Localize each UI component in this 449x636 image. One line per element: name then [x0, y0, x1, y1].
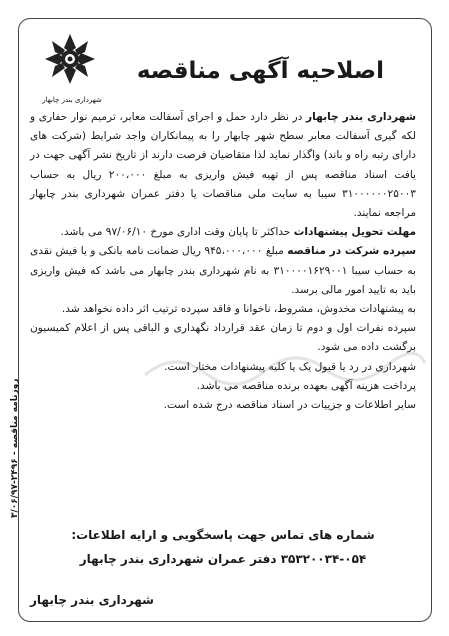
paragraph-deadline-text: حداکثر تا پایان وقت اداری مورخ ۹۷/۰۶/۱۰ می باشد.	[60, 226, 294, 239]
contact-phone-line: ۳۵۳۲۰۰۳۴-۰۵۴ دفتر عمران شهرداری بندر چابهار	[79, 552, 367, 566]
paragraph-info: سایر اطلاعات و جزییات در اسناد مناقصه درج شده است.	[163, 399, 416, 412]
paragraph-deposit-bold: سپرده شرکت در مناقصه	[287, 245, 416, 258]
side-caption-text: روزنامه مناقصه - ۲۴۹۶-۳/۰۶/۹۷	[10, 378, 20, 518]
paragraph-intro	[30, 108, 416, 223]
municipality-logo	[28, 30, 112, 102]
paragraph-intro-text: در نظر دارد حمل و اجرای آسفالت معابر، ترمیم نوار حفاری و لکه گیری آسفالت معابر سطح شهر چابهار را به پیمانکاران واجد شرایط (شرکت های دارای رتبه راه و باند) واگذار نماید لذا متقاضیان فرصت دارند از تاریخ نشر آگهی جهت در یافت اسناد مناقصه پس از تهیه فیش واریزی به مبلغ ۲۰۰،۰۰۰ ریال به حساب ۳۱۰۰۰۰۰۰۲۵۰۰۳ سیبا به سایت ملی مناقصات یا دفتر عمران شهرداری بندر چابهار مراجعه نمایند.	[30, 111, 417, 220]
paragraph-deposit-text: مبلغ ۹۴۵،۰۰۰،۰۰۰ ریال ضمانت نامه بانکی و یا فیش نقدی به حساب سیبا ۳۱۰۰۰۰۱۶۲۹۰۰۱ به نام شهرداری بندر چابهار می باشد که فیش واریزی باید به تایید امور مالی برسد.	[30, 245, 416, 296]
logo-caption: شهرداری بندر چابهار	[42, 96, 102, 104]
contact-title: شماره های تماس جهت پاسخگویی و ارایه اطلاعات:	[71, 528, 375, 542]
signature: شهرداری بندر چابهار	[30, 593, 154, 607]
paragraph-rights: شهرداری در رد یا قبول یک یا کلیه پیشنهادات مختار است.	[164, 360, 416, 373]
paragraph-deposit	[30, 242, 416, 300]
paragraph-intro-bold: شهرداری بندر چابهار	[306, 111, 416, 123]
notice-body	[30, 108, 416, 415]
notice-header	[26, 28, 424, 108]
newspaper-side-caption	[0, 0, 20, 636]
municipality-emblem-icon	[28, 30, 112, 90]
paragraph-deadline	[30, 223, 416, 242]
paragraph-deadline-bold: مهلت تحویل پیشنهادات	[293, 226, 416, 239]
notice-title: اصلاحیه آگهی مناقصه	[136, 58, 384, 84]
paragraph-incomplete: به پیشنهادات مخدوش، مشروط، ناخوانا و فاقد سپرده ترتیب اثر داده نخواهد شد.	[61, 303, 416, 316]
paragraph-cost: پرداخت هزینه آگهی بعهده برنده مناقصه می باشد.	[196, 379, 416, 392]
paragraph-refund: سپرده نفرات اول و دوم تا زمان عقد قرارداد نگهداری و الباقی پس از اعلام کمیسیون برگشت داده می شود.	[30, 322, 416, 354]
